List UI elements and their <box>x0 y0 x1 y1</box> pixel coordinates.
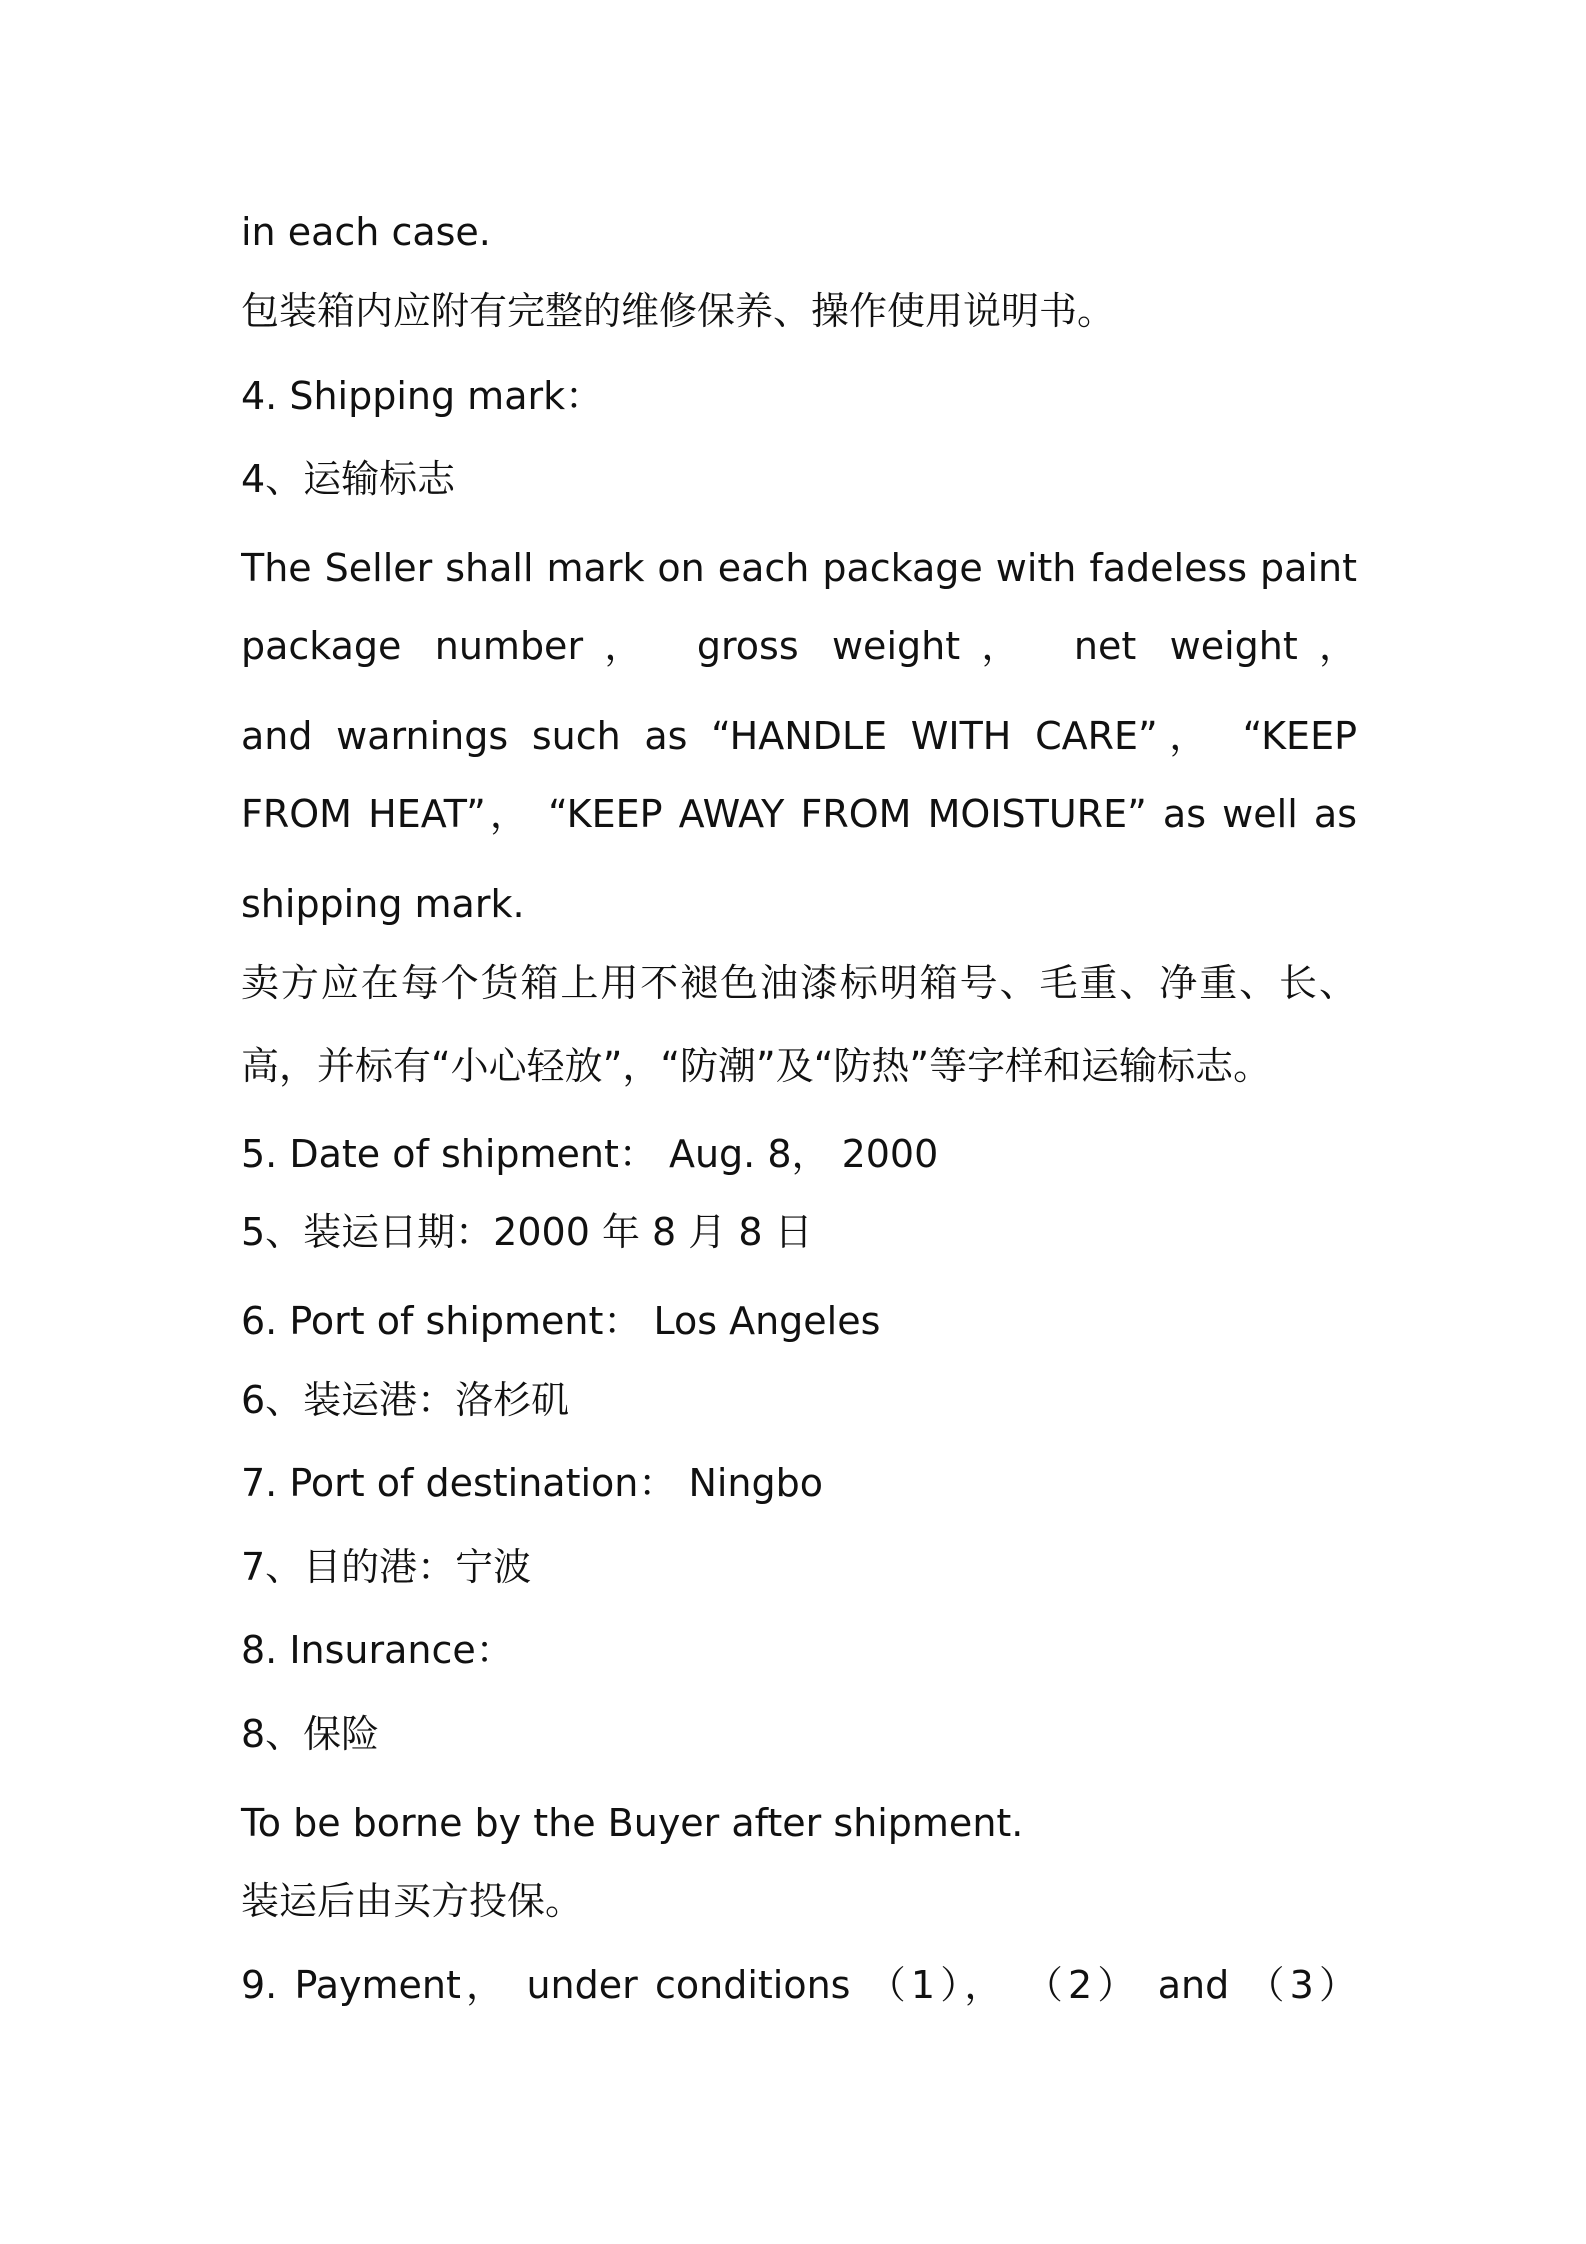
text-line: 8. Insurance： <box>241 1628 514 1672</box>
text-line: 包装箱内应附有完整的维修保养、操作使用说明书。 <box>241 289 1116 333</box>
text-line: 9. Payment， under conditions （1）， （2） and （3） <box>241 1963 1357 2007</box>
text-line: 5. Date of shipment： Aug. 8， 2000 <box>241 1132 939 1176</box>
text-line: 装运后由买方投保。 <box>241 1879 584 1923</box>
text-line: 4. Shipping mark： <box>241 374 604 418</box>
text-line: 卖方应在每个货箱上用不褪色油漆标明箱号、毛重、净重、长、 <box>241 961 1357 1005</box>
text-line: 8、保险 <box>241 1712 380 1756</box>
text-line: package number， gross weight， net weight， <box>241 624 1357 668</box>
text-line: 4、运输标志 <box>241 457 456 501</box>
text-line: FROM HEAT”， “KEEP AWAY FROM MOISTURE” as well as <box>241 792 1357 836</box>
text-line: The Seller shall mark on each package with fadeless paint <box>241 546 1357 590</box>
text-line: in each case. <box>241 210 491 254</box>
text-line: 7. Port of destination： Ningbo <box>241 1461 824 1505</box>
text-line: shipping mark. <box>241 882 525 926</box>
text-line: 7、目的港：宁波 <box>241 1545 532 1589</box>
text-line: and warnings such as “HANDLE WITH CARE”， “KEEP <box>241 714 1357 758</box>
text-line: 6、装运港：洛杉矶 <box>241 1378 570 1422</box>
text-line: To be borne by the Buyer after shipment. <box>241 1801 1024 1845</box>
text-line: 6. Port of shipment： Los Angeles <box>241 1299 881 1343</box>
text-line: 5、装运日期：2000 年 8 月 8 日 <box>241 1210 813 1254</box>
text-line: 高，并标有“小心轻放”，“防潮”及“防热”等字样和运输标志。 <box>241 1044 1272 1088</box>
